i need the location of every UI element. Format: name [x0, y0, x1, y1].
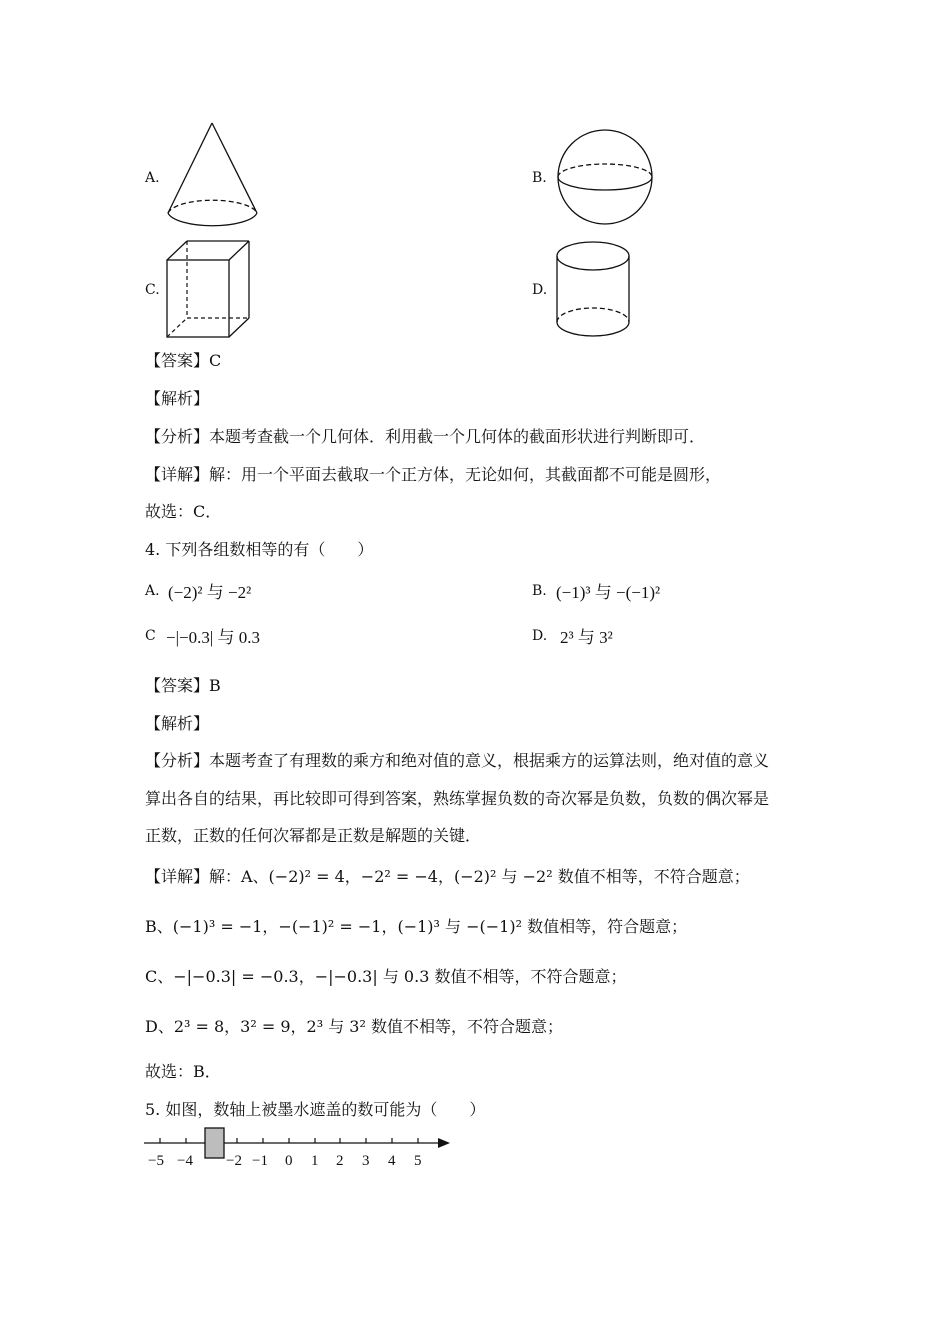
- ink-blot: [205, 1128, 224, 1158]
- q4-option-d-label: D.: [532, 628, 548, 644]
- axis-label: −1: [252, 1153, 268, 1169]
- q4-answer: 【答案】B: [145, 676, 221, 695]
- q4-option-c-math: −|−0.3| 与 0.3: [166, 628, 260, 647]
- q4-analysis-line-2: 算出各自的结果，再比较即可得到答案，熟练掌握负数的奇次幂是负数，负数的偶次幂是: [145, 789, 770, 808]
- q4-option-b-label: B.: [532, 583, 547, 599]
- option-b-label: B.: [532, 170, 547, 186]
- axis-label: 1: [311, 1153, 319, 1169]
- axis-label: −5: [148, 1153, 164, 1169]
- q4-option-a-label: A.: [145, 583, 160, 599]
- tick-marks: [160, 1138, 418, 1143]
- q4-analysis-line-1: 【分析】本题考查了有理数的乘方和绝对值的意义，根据乘方的运算法则，绝对值的意义: [145, 751, 770, 770]
- q4-choose: 故选：B．: [145, 1062, 221, 1081]
- axis-label: 5: [414, 1153, 422, 1169]
- q4-option-a-math: (−2)² 与 −2²: [168, 583, 252, 602]
- q4-option-b-math: (−1)³ 与 −(−1)²: [556, 583, 661, 602]
- q4-detail-line-2: B、(−1)³ = −1，−(−1)² = −1，(−1)³ 与 −(−1)² 数值相等，符合题意；: [145, 917, 688, 936]
- q3-analysis-heading: 【解析】: [145, 389, 210, 408]
- q4-option-c-label: C: [145, 628, 156, 644]
- q4-detail-line-4: D、2³ = 8，3² = 9，2³ 与 3² 数值不相等，不符合题意；: [145, 1017, 563, 1036]
- axis-label: 0: [285, 1153, 293, 1169]
- q4-detail-line-3: C、−|−0.3| = −0.3，−|−0.3| 与 0.3 数值不相等，不符合题意；: [145, 967, 627, 986]
- number-line: [140, 1125, 460, 1175]
- q4-detail-line-1: 【详解】解：A、(−2)² = 4，−2² = −4，(−2)² 与 −2² 数值不相等，不符合题意；: [145, 867, 750, 886]
- q3-analysis: 【分析】本题考查截一个几何体．利用截一个几何体的截面形状进行判断即可．: [145, 427, 706, 446]
- q3-detail: 【详解】解：用一个平面去截取一个正方体，无论如何，其截面都不可能是圆形，: [145, 465, 722, 484]
- cube-figure: [165, 238, 255, 343]
- option-a-label: A.: [145, 170, 160, 186]
- option-d-label: D.: [532, 282, 548, 298]
- sphere-figure: [555, 127, 660, 227]
- axis-label: 2: [336, 1153, 344, 1169]
- axis-label: −2: [226, 1153, 242, 1169]
- axis-label: 3: [362, 1153, 370, 1169]
- axis-label: −4: [177, 1153, 193, 1169]
- q4-analysis-line-3: 正数，正数的任何次幂都是正数是解题的关键．: [145, 826, 482, 845]
- q3-answer: 【答案】C: [145, 351, 222, 370]
- cylinder-figure: [555, 240, 635, 340]
- q5-stem: 5. 如图，数轴上被墨水遮盖的数可能为（ ）: [145, 1100, 486, 1119]
- q3-choose: 故选：C．: [145, 502, 222, 521]
- q4-analysis-heading: 【解析】: [145, 714, 210, 733]
- q4-option-d-math: 2³ 与 3²: [560, 628, 613, 647]
- cone-figure: [160, 118, 270, 233]
- option-c-label: C.: [145, 282, 160, 298]
- axis-label: 4: [388, 1153, 396, 1169]
- q4-stem: 4. 下列各组数相等的有（ ）: [145, 540, 374, 559]
